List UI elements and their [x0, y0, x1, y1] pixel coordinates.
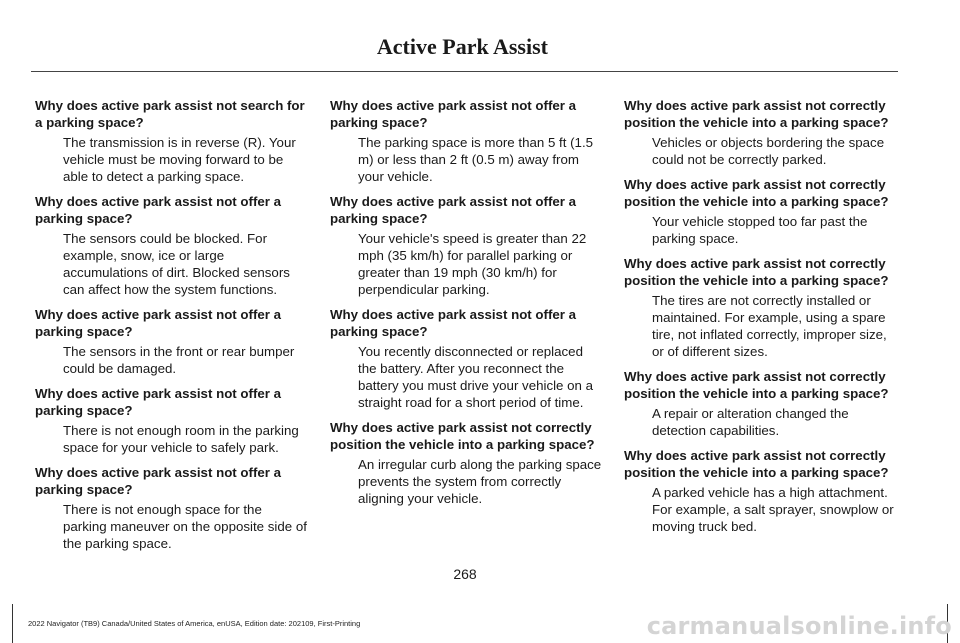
watermark-logo: carmanualsonline.info: [646, 612, 952, 640]
question-heading: Why does active park assist not correctly position the vehicle into a parking space?: [624, 369, 889, 401]
answer-text: The transmission is in reverse (R). Your vehicle must be moving forward to be able to detect a parking space.: [63, 135, 296, 184]
answer-text: The parking space is more than 5 ft (1.5 m) or less than 2 ft (0.5 m) away from your vehicle.: [358, 135, 594, 184]
question-heading: Why does active park assist not offer a parking space?: [330, 194, 577, 226]
answer-text: A repair or alteration changed the detection capabilities.: [652, 406, 849, 438]
page-title: Active Park Assist: [376, 34, 548, 59]
qa-item: [330, 97, 602, 185]
question-heading: Why does active park assist not offer a parking space?: [35, 194, 282, 226]
qa-item: [35, 306, 307, 377]
question-heading: Why does active park assist not offer a parking space?: [330, 307, 577, 339]
answer-text: You recently disconnected or replaced the battery. After you reconnect the battery you must drive your vehicle on a straight road for a short period of time.: [358, 344, 594, 410]
question-heading: Why does active park assist not correctly position the vehicle into a parking space?: [624, 448, 889, 480]
qa-item: [330, 419, 602, 507]
question-heading: Why does active park assist not correctly position the vehicle into a parking space?: [624, 177, 889, 209]
qa-item: [330, 306, 602, 411]
question-heading: Why does active park assist not correctly position the vehicle into a parking space?: [624, 256, 889, 288]
qa-item: [624, 176, 896, 247]
question-heading: Why does active park assist not offer a parking space?: [35, 386, 282, 418]
answer-text: There is not enough space for the parking maneuver on the opposite side of the parking space.: [63, 502, 307, 551]
qa-item: [35, 385, 307, 456]
answer-text: Your vehicle's speed is greater than 22 mph (35 km/h) for parallel parking or greater than 19 mph (30 km/h) for perpendicular parking.: [358, 231, 587, 297]
question-heading: Why does active park assist not search for a parking space?: [35, 98, 305, 130]
answer-text: The sensors in the front or rear bumper could be damaged.: [63, 344, 295, 376]
question-heading: Why does active park assist not correctly position the vehicle into a parking space?: [624, 98, 889, 130]
page-number: 268: [453, 566, 477, 582]
footer-edition-text: 2022 Navigator (TB9) Canada/United States of America, enUSA, Edition date: 202109, First-Printing: [28, 619, 361, 628]
qa-item: [330, 193, 602, 298]
column-1: [35, 97, 307, 560]
column-3: [624, 97, 896, 543]
question-heading: Why does active park assist not correctly position the vehicle into a parking space?: [330, 420, 595, 452]
crop-mark-left: [12, 604, 13, 643]
answer-text: An irregular curb along the parking space prevents the system from correctly aligning your vehicle.: [358, 457, 602, 506]
answer-text: There is not enough room in the parking space for your vehicle to safely park.: [63, 423, 299, 455]
qa-item: [624, 368, 896, 439]
qa-item: [35, 464, 307, 552]
header-rule: [31, 71, 898, 72]
question-heading: Why does active park assist not offer a parking space?: [330, 98, 577, 130]
qa-item: [624, 97, 896, 168]
answer-text: Vehicles or objects bordering the space could not be correctly parked.: [652, 135, 885, 167]
qa-item: [624, 255, 896, 360]
qa-item: [35, 97, 307, 185]
answer-text: The sensors could be blocked. For example, snow, ice or large accumulations of dirt. Blocked sensors can affect how the system functions.: [63, 231, 290, 297]
answer-text: A parked vehicle has a high attachment. For example, a salt sprayer, snowplow or moving truck bed.: [652, 485, 894, 534]
question-heading: Why does active park assist not offer a parking space?: [35, 465, 282, 497]
answer-text: The tires are not correctly installed or maintained. For example, using a spare tire, not inflated correctly, improper size, or of different sizes.: [652, 293, 887, 359]
qa-item: [35, 193, 307, 298]
qa-item: [624, 447, 896, 535]
answer-text: Your vehicle stopped too far past the parking space.: [652, 214, 868, 246]
question-heading: Why does active park assist not offer a parking space?: [35, 307, 282, 339]
column-2: [330, 97, 602, 515]
